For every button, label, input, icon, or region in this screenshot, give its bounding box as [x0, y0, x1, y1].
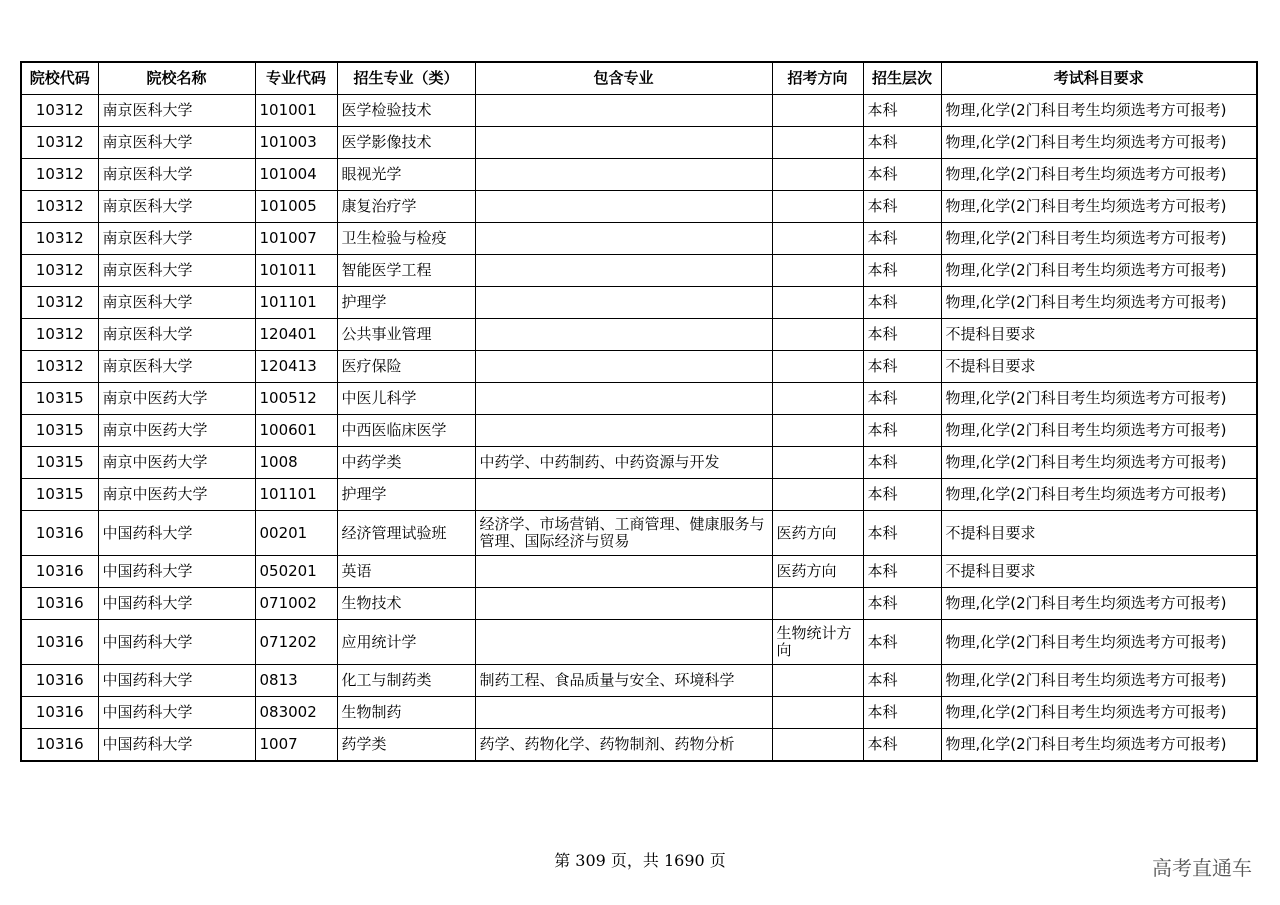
cell-direction	[772, 319, 863, 351]
table-row	[21, 447, 1257, 479]
table-row	[21, 588, 1257, 620]
cell-includes	[475, 255, 772, 287]
cell-major-code: 101001	[255, 95, 337, 127]
cell-requirement: 物理,化学(2门科目考生均须选考方可报考)	[941, 223, 1257, 255]
cell-requirement: 物理,化学(2门科目考生均须选考方可报考)	[941, 127, 1257, 159]
cell-major-code: 050201	[255, 556, 337, 588]
cell-major: 生物技术	[337, 588, 475, 620]
cell-level: 本科	[863, 159, 941, 191]
cell-school-name: 南京医科大学	[98, 191, 255, 223]
cell-school-code: 10316	[21, 620, 98, 665]
cell-level: 本科	[863, 556, 941, 588]
cell-major-code: 1007	[255, 729, 337, 762]
cell-school-name: 南京中医药大学	[98, 479, 255, 511]
cell-school-code: 10312	[21, 95, 98, 127]
cell-requirement: 物理,化学(2门科目考生均须选考方可报考)	[941, 415, 1257, 447]
table-row	[21, 127, 1257, 159]
header-direction: 招考方向	[772, 62, 863, 95]
table-row	[21, 697, 1257, 729]
header-requirement: 考试科目要求	[941, 62, 1257, 95]
cell-school-name: 南京医科大学	[98, 287, 255, 319]
cell-direction: 医药方向	[772, 511, 863, 556]
cell-requirement: 物理,化学(2门科目考生均须选考方可报考)	[941, 255, 1257, 287]
cell-level: 本科	[863, 351, 941, 383]
header-level: 招生层次	[863, 62, 941, 95]
cell-school-code: 10316	[21, 556, 98, 588]
cell-major-code: 101003	[255, 127, 337, 159]
cell-level: 本科	[863, 620, 941, 665]
cell-major-code: 100601	[255, 415, 337, 447]
cell-direction: 生物统计方向	[772, 620, 863, 665]
cell-requirement: 物理,化学(2门科目考生均须选考方可报考)	[941, 620, 1257, 665]
cell-includes	[475, 319, 772, 351]
cell-school-name: 中国药科大学	[98, 588, 255, 620]
cell-major: 医学影像技术	[337, 127, 475, 159]
cell-direction	[772, 479, 863, 511]
cell-school-name: 中国药科大学	[98, 620, 255, 665]
cell-level: 本科	[863, 511, 941, 556]
table-row	[21, 287, 1257, 319]
cell-requirement: 物理,化学(2门科目考生均须选考方可报考)	[941, 191, 1257, 223]
cell-direction	[772, 95, 863, 127]
cell-major-code: 120401	[255, 319, 337, 351]
table-row	[21, 159, 1257, 191]
cell-school-code: 10312	[21, 319, 98, 351]
cell-major: 药学类	[337, 729, 475, 762]
cell-major: 中药学类	[337, 447, 475, 479]
cell-includes	[475, 588, 772, 620]
cell-level: 本科	[863, 383, 941, 415]
cell-major: 护理学	[337, 479, 475, 511]
cell-level: 本科	[863, 95, 941, 127]
cell-requirement: 物理,化学(2门科目考生均须选考方可报考)	[941, 287, 1257, 319]
cell-school-name: 南京医科大学	[98, 159, 255, 191]
cell-major-code: 101011	[255, 255, 337, 287]
cell-major-code: 120413	[255, 351, 337, 383]
cell-school-name: 南京医科大学	[98, 255, 255, 287]
cell-includes	[475, 697, 772, 729]
table-row	[21, 556, 1257, 588]
cell-includes	[475, 95, 772, 127]
cell-major-code: 083002	[255, 697, 337, 729]
cell-requirement: 不提科目要求	[941, 511, 1257, 556]
cell-school-code: 10312	[21, 287, 98, 319]
cell-school-name: 南京医科大学	[98, 319, 255, 351]
cell-school-code: 10315	[21, 447, 98, 479]
cell-major: 卫生检验与检疫	[337, 223, 475, 255]
cell-includes	[475, 415, 772, 447]
cell-school-code: 10316	[21, 729, 98, 762]
table-row	[21, 415, 1257, 447]
header-includes: 包含专业	[475, 62, 772, 95]
cell-school-code: 10312	[21, 127, 98, 159]
cell-major-code: 101101	[255, 287, 337, 319]
cell-includes	[475, 191, 772, 223]
cell-includes	[475, 159, 772, 191]
cell-includes	[475, 556, 772, 588]
cell-direction	[772, 127, 863, 159]
cell-major-code: 071002	[255, 588, 337, 620]
cell-level: 本科	[863, 127, 941, 159]
cell-school-name: 中国药科大学	[98, 697, 255, 729]
table-row	[21, 383, 1257, 415]
cell-requirement: 物理,化学(2门科目考生均须选考方可报考)	[941, 479, 1257, 511]
cell-direction	[772, 415, 863, 447]
cell-includes: 中药学、中药制药、中药资源与开发	[475, 447, 772, 479]
cell-major: 应用统计学	[337, 620, 475, 665]
cell-direction	[772, 665, 863, 697]
cell-direction	[772, 255, 863, 287]
cell-includes	[475, 620, 772, 665]
cell-school-name: 中国药科大学	[98, 556, 255, 588]
cell-major-code: 0813	[255, 665, 337, 697]
cell-direction	[772, 159, 863, 191]
cell-level: 本科	[863, 255, 941, 287]
cell-level: 本科	[863, 319, 941, 351]
cell-school-name: 南京医科大学	[98, 351, 255, 383]
cell-major: 眼视光学	[337, 159, 475, 191]
cell-school-name: 中国药科大学	[98, 729, 255, 762]
cell-major: 医学检验技术	[337, 95, 475, 127]
cell-school-code: 10312	[21, 191, 98, 223]
cell-level: 本科	[863, 729, 941, 762]
header-school-code: 院校代码	[21, 62, 98, 95]
cell-school-name: 南京医科大学	[98, 127, 255, 159]
cell-school-code: 10315	[21, 415, 98, 447]
cell-level: 本科	[863, 588, 941, 620]
cell-school-code: 10315	[21, 479, 98, 511]
cell-school-name: 南京中医药大学	[98, 447, 255, 479]
cell-requirement: 物理,化学(2门科目考生均须选考方可报考)	[941, 159, 1257, 191]
cell-major: 中西医临床医学	[337, 415, 475, 447]
cell-major: 英语	[337, 556, 475, 588]
cell-requirement: 物理,化学(2门科目考生均须选考方可报考)	[941, 729, 1257, 762]
cell-requirement: 物理,化学(2门科目考生均须选考方可报考)	[941, 95, 1257, 127]
cell-school-code: 10316	[21, 665, 98, 697]
table-row	[21, 319, 1257, 351]
header-school-name: 院校名称	[98, 62, 255, 95]
watermark: 高考直通车	[1152, 856, 1252, 880]
cell-school-code: 10312	[21, 223, 98, 255]
cell-level: 本科	[863, 415, 941, 447]
cell-school-code: 10312	[21, 255, 98, 287]
cell-level: 本科	[863, 287, 941, 319]
cell-major-code: 101005	[255, 191, 337, 223]
cell-includes	[475, 127, 772, 159]
cell-requirement: 不提科目要求	[941, 556, 1257, 588]
cell-school-code: 10316	[21, 511, 98, 556]
header-major: 招生专业（类）	[337, 62, 475, 95]
cell-major: 经济管理试验班	[337, 511, 475, 556]
cell-school-name: 南京中医药大学	[98, 383, 255, 415]
cell-school-code: 10312	[21, 159, 98, 191]
table-body	[21, 95, 1257, 762]
cell-major: 公共事业管理	[337, 319, 475, 351]
cell-includes: 制药工程、食品质量与安全、环境科学	[475, 665, 772, 697]
cell-requirement: 不提科目要求	[941, 351, 1257, 383]
table-row	[21, 255, 1257, 287]
cell-major: 生物制药	[337, 697, 475, 729]
table-row	[21, 95, 1257, 127]
cell-requirement: 物理,化学(2门科目考生均须选考方可报考)	[941, 588, 1257, 620]
cell-major: 中医儿科学	[337, 383, 475, 415]
cell-requirement: 物理,化学(2门科目考生均须选考方可报考)	[941, 383, 1257, 415]
cell-direction	[772, 383, 863, 415]
cell-direction	[772, 191, 863, 223]
cell-direction	[772, 351, 863, 383]
table-row	[21, 511, 1257, 556]
cell-direction	[772, 287, 863, 319]
cell-major-code: 101101	[255, 479, 337, 511]
table-row	[21, 191, 1257, 223]
cell-school-name: 南京中医药大学	[98, 415, 255, 447]
cell-includes	[475, 351, 772, 383]
cell-level: 本科	[863, 697, 941, 729]
admission-table	[20, 61, 1258, 762]
cell-major: 智能医学工程	[337, 255, 475, 287]
header-major-code: 专业代码	[255, 62, 337, 95]
table-row	[21, 729, 1257, 762]
cell-direction	[772, 223, 863, 255]
cell-direction	[772, 697, 863, 729]
cell-school-code: 10316	[21, 588, 98, 620]
cell-direction	[772, 588, 863, 620]
cell-level: 本科	[863, 665, 941, 697]
cell-direction	[772, 447, 863, 479]
page-number: 第 309 页，共 1690 页	[554, 851, 726, 870]
table-row	[21, 223, 1257, 255]
cell-school-code: 10315	[21, 383, 98, 415]
table-row	[21, 479, 1257, 511]
table-row	[21, 665, 1257, 697]
cell-includes	[475, 223, 772, 255]
cell-includes	[475, 479, 772, 511]
table-row	[21, 351, 1257, 383]
header-row	[21, 62, 1257, 95]
cell-major: 化工与制药类	[337, 665, 475, 697]
cell-major-code: 00201	[255, 511, 337, 556]
cell-major-code: 101004	[255, 159, 337, 191]
cell-requirement: 物理,化学(2门科目考生均须选考方可报考)	[941, 697, 1257, 729]
table-row	[21, 620, 1257, 665]
cell-level: 本科	[863, 223, 941, 255]
cell-level: 本科	[863, 191, 941, 223]
cell-direction: 医药方向	[772, 556, 863, 588]
cell-major-code: 101007	[255, 223, 337, 255]
cell-major-code: 1008	[255, 447, 337, 479]
cell-school-name: 南京医科大学	[98, 95, 255, 127]
cell-major: 医疗保险	[337, 351, 475, 383]
cell-level: 本科	[863, 479, 941, 511]
cell-requirement: 物理,化学(2门科目考生均须选考方可报考)	[941, 447, 1257, 479]
cell-direction	[772, 729, 863, 762]
cell-school-name: 中国药科大学	[98, 665, 255, 697]
cell-major-code: 100512	[255, 383, 337, 415]
cell-includes	[475, 287, 772, 319]
cell-major: 护理学	[337, 287, 475, 319]
cell-school-name: 南京医科大学	[98, 223, 255, 255]
cell-level: 本科	[863, 447, 941, 479]
cell-requirement: 不提科目要求	[941, 319, 1257, 351]
cell-includes: 药学、药物化学、药物制剂、药物分析	[475, 729, 772, 762]
cell-school-name: 中国药科大学	[98, 511, 255, 556]
cell-major-code: 071202	[255, 620, 337, 665]
cell-major: 康复治疗学	[337, 191, 475, 223]
cell-includes: 经济学、市场营销、工商管理、健康服务与管理、国际经济与贸易	[475, 511, 772, 556]
cell-requirement: 物理,化学(2门科目考生均须选考方可报考)	[941, 665, 1257, 697]
cell-school-code: 10312	[21, 351, 98, 383]
cell-includes	[475, 383, 772, 415]
cell-school-code: 10316	[21, 697, 98, 729]
